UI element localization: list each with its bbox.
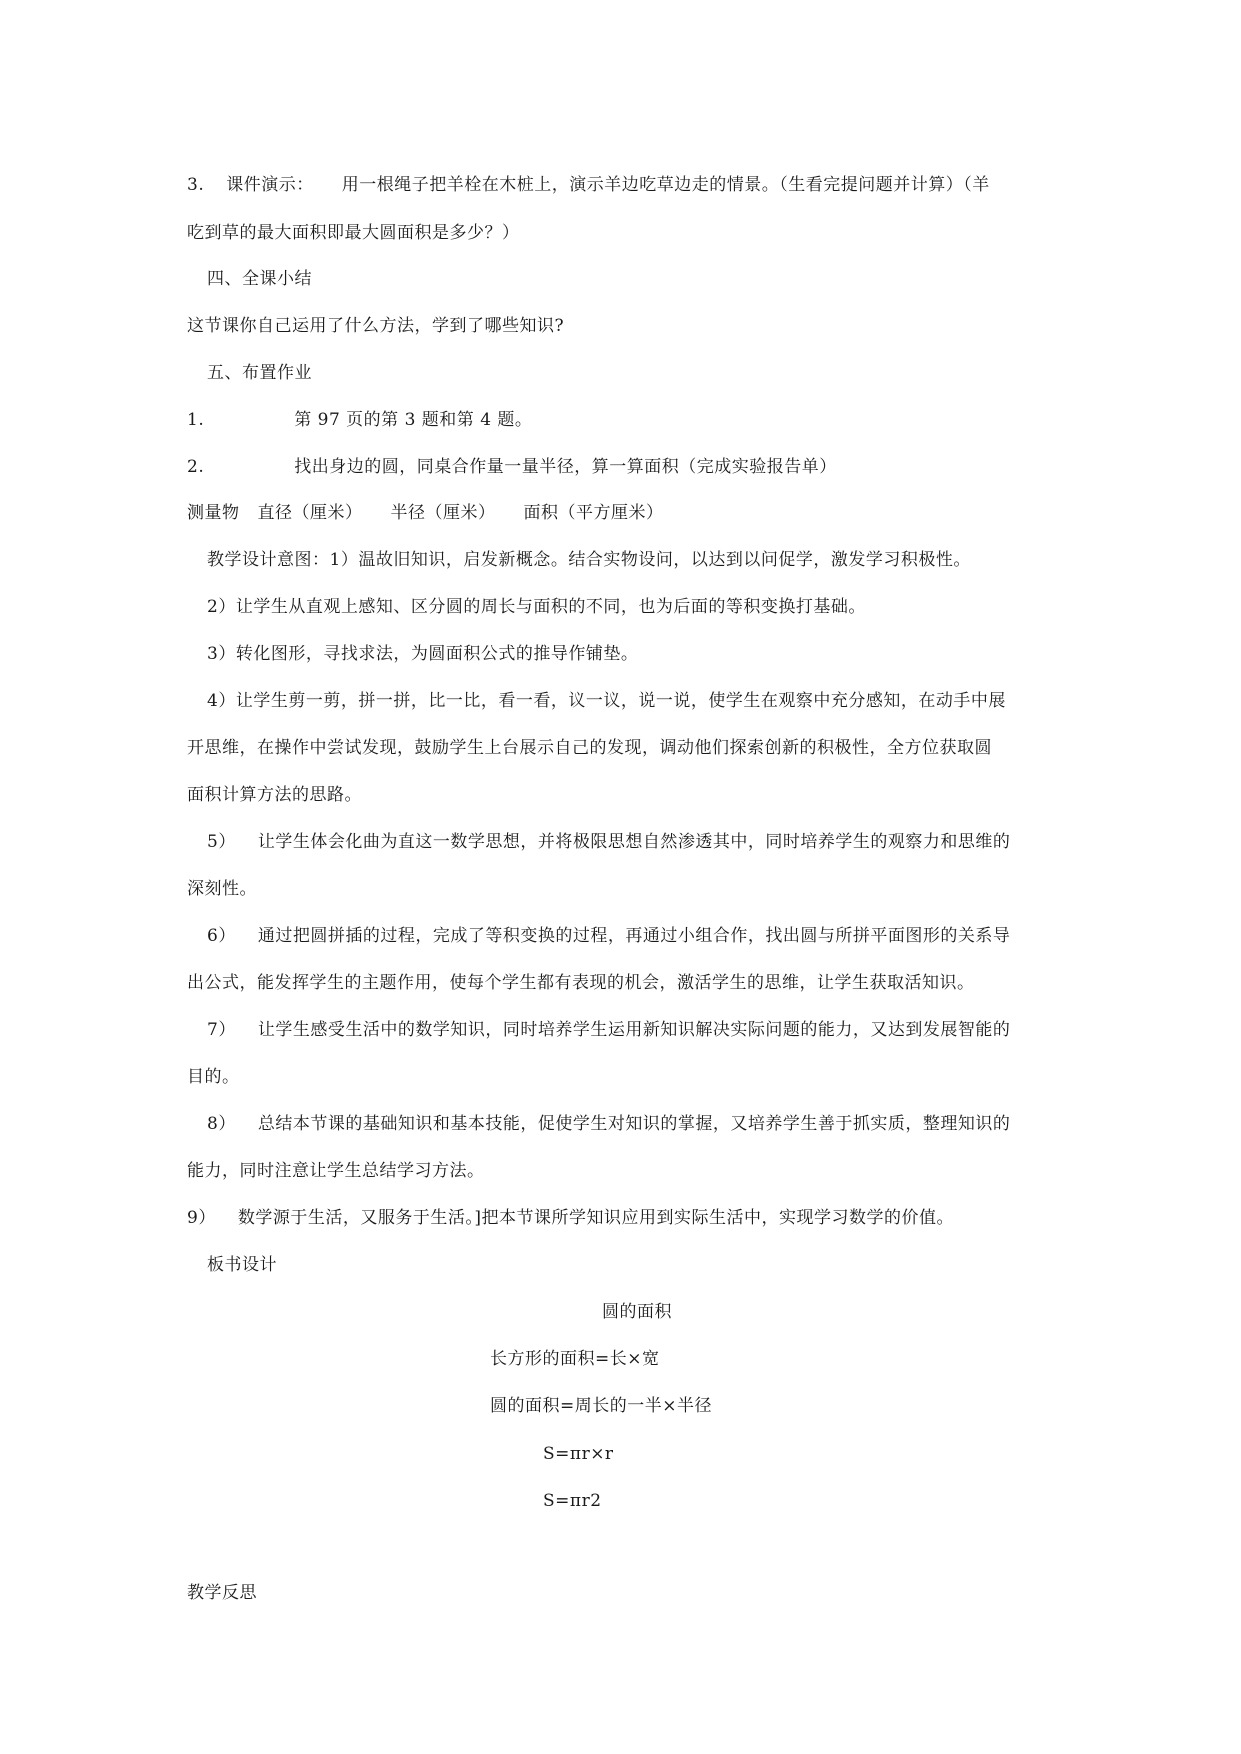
measurement-table-header <box>187 502 664 524</box>
paragraph-line: 面积计算方法的思路。 <box>187 785 362 805</box>
column-header: 面积（平方厘米） <box>523 503 664 523</box>
item-text: 第 97 页的第 3 题和第 4 题。 <box>294 410 533 430</box>
paragraph-line: 4）让学生剪一剪，拼一拼，比一比，看一看，议一议，说一说，使学生在观察中充分感知，在动手中展 <box>207 691 1006 711</box>
list-number: 3. <box>187 175 205 195</box>
paragraph-item-8 <box>207 1113 1010 1135</box>
item-text: 通过把圆拼插的过程，完成了等积变换的过程，再通过小组合作，找出圆与所拼平面图形的关系导 <box>257 926 1011 946</box>
board-title: 圆的面积 <box>602 1302 672 1322</box>
paragraph-line: 出公式，能发挥学生的主题作用，使每个学生都有表现的机会，激活学生的思维，让学生获取活知识。 <box>187 973 975 993</box>
item-text: 让学生体会化曲为直这一数学思想，并将极限思想自然渗透其中，同时培养学生的观察力和思维的 <box>257 832 1011 852</box>
list-number: 9） <box>187 1208 216 1228</box>
board-formula-s2: S=πr2 <box>543 1491 602 1511</box>
column-header: 测量物 <box>187 503 240 523</box>
item-text: 数学源于生活，又服务于生活。]把本节课所学知识应用到实际生活中，实现学习数学的价值。 <box>237 1208 954 1228</box>
item-text: 找出身边的圆，同桌合作量一量半径，算一算面积（完成实验报告单） <box>294 457 837 477</box>
paragraph-line: 深刻性。 <box>187 879 257 899</box>
list-number: 2. <box>187 457 205 477</box>
paragraph-item-7 <box>207 1019 1010 1041</box>
list-number: 5） <box>207 832 236 852</box>
paragraph-item-5 <box>207 831 1010 853</box>
paragraph-line: 能力，同时注意让学生总结学习方法。 <box>187 1161 485 1181</box>
paragraph-courseware-demo <box>187 174 990 196</box>
list-number: 1. <box>187 410 205 430</box>
list-number: 7） <box>207 1020 236 1040</box>
column-header: 半径（厘米） <box>390 503 496 523</box>
item-text: 用一根绳子把羊栓在木桩上，演示羊边吃草边走的情景。（生看完提问题并计算）（羊 <box>341 175 990 195</box>
paragraph-line: 开思维，在操作中尝试发现，鼓励学生上台展示自己的发现，调动他们探索创新的积极性，全方位获取圆 <box>187 738 992 758</box>
item-label: 课件演示： <box>226 175 314 195</box>
list-number: 6） <box>207 926 236 946</box>
paragraph-line: 教学设计意图：1）温故旧知识，启发新概念。结合实物设问，以达到以问促学，激发学习积极性。 <box>207 550 971 570</box>
paragraph-line: 吃到草的最大面积即最大圆面积是多少？） <box>187 223 520 243</box>
section-heading-summary: 四、全课小结 <box>207 269 312 289</box>
paragraph-line: 3）转化图形，寻找求法，为圆面积公式的推导作铺垫。 <box>207 644 639 664</box>
section-heading-board-design: 板书设计 <box>207 1255 277 1275</box>
list-number: 8） <box>207 1114 236 1134</box>
board-formula-rectangle: 长方形的面积=长×宽 <box>490 1349 660 1369</box>
section-heading-homework: 五、布置作业 <box>207 363 312 383</box>
item-text: 总结本节课的基础知识和基本技能，促使学生对知识的掌握，又培养学生善于抓实质，整理知识的 <box>257 1114 1011 1134</box>
paragraph-item-6 <box>207 925 1010 947</box>
section-heading-reflection: 教学反思 <box>187 1583 257 1603</box>
homework-item-2 <box>187 456 837 478</box>
item-text: 让学生感受生活中的数学知识，同时培养学生运用新知识解决实际问题的能力，又达到发展智能的 <box>257 1020 1011 1040</box>
paragraph-line: 2）让学生从直观上感知、区分圆的周长与面积的不同，也为后面的等积变换打基础。 <box>207 597 866 617</box>
board-formula-circle: 圆的面积=周长的一半×半径 <box>490 1396 712 1416</box>
column-header: 直径（厘米） <box>257 503 363 523</box>
homework-item-1 <box>187 409 532 431</box>
paragraph-item-9 <box>187 1207 954 1229</box>
paragraph-line: 目的。 <box>187 1067 240 1087</box>
board-formula-s1: S=πr×r <box>543 1444 614 1464</box>
paragraph-line: 这节课你自己运用了什么方法，学到了哪些知识? <box>187 316 565 336</box>
